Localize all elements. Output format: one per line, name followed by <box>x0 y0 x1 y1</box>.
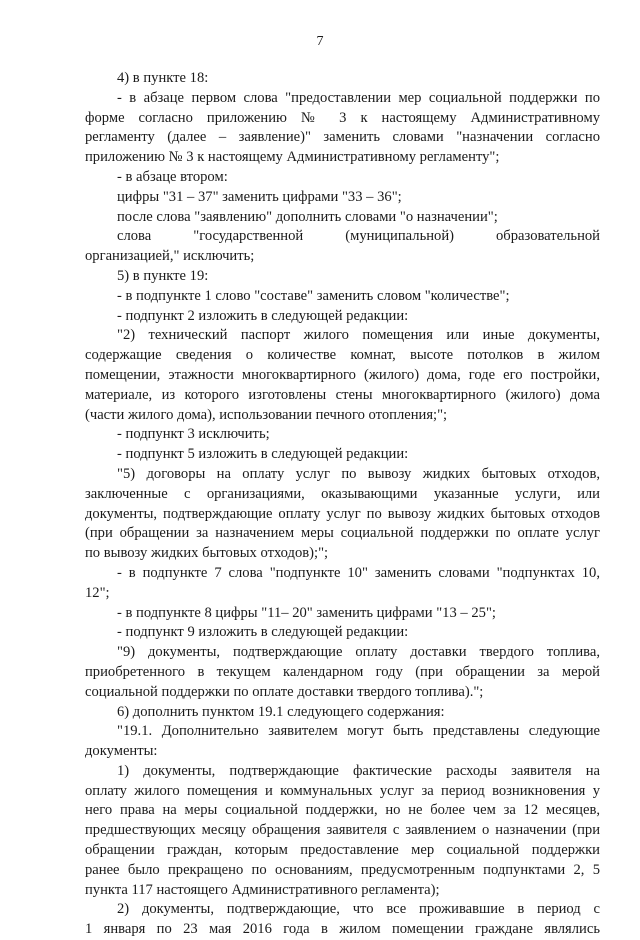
text-line: - в абзаце втором: <box>117 168 228 185</box>
text-line: 1 января по 23 мая 2016 года в жилом помещении граждане являлись <box>85 921 600 938</box>
text-line: 1) документы, подтверждающие фактические расходы заявителя на <box>117 762 600 779</box>
text-line: социальной поддержки по оплате доставки твердого топлива)."; <box>85 683 484 700</box>
text-line: (при обращении за назначением меры социальной поддержки по оплате услуг <box>85 525 600 542</box>
text-line: после слова "заявлению" дополнить словами "о назначении"; <box>117 208 498 225</box>
text-line: - подпункт 9 изложить в следующей редакции: <box>117 624 409 641</box>
text-line: (части жилого дома), использовании печного отопления;"; <box>85 406 448 423</box>
text-line: 4) в пункте 18: <box>117 70 209 86</box>
text-line: по вывозу жидких бытовых отходов);"; <box>85 545 329 562</box>
text-line: ранее было прекращено по основаниям, предусмотренным подпунктами 2, 5 <box>85 861 600 878</box>
text-line: "9) документы, подтверждающие оплату доставки твердого топлива, <box>117 644 600 661</box>
text-line: регламенту (далее – заявление)" заменить словами "назначении согласно <box>85 129 600 146</box>
text-line: - подпункт 2 изложить в следующей редакции: <box>117 307 409 324</box>
text-line: помещении, этажности многоквартирного (жилого) дома, годе его постройки, <box>85 366 600 383</box>
text-line: материале, из которого изготовлены стены многоквартирного (жилого) дома <box>85 386 600 403</box>
text-line: 12"; <box>85 584 110 601</box>
text-line: - подпункт 3 исключить; <box>117 426 270 443</box>
text-line: приобретенного в текущем календарном году (при обращении за мерой <box>85 663 600 680</box>
page-number: 7 <box>316 34 324 49</box>
text-line: 6) дополнить пунктом 19.1 следующего содержания: <box>117 703 445 720</box>
text-line: него права на меры социальной поддержки, но не более чем за 12 месяцев, <box>85 802 600 819</box>
text-line: документы, подтверждающие оплату услуг по вывозу жидких бытовых отходов <box>85 505 600 522</box>
text-line: обращении граждан, которым предоставление мер социальной поддержки <box>85 842 600 859</box>
text-line: - в подпункте 7 слова "подпункте 10" заменить словами "подпунктах 10, <box>117 564 600 581</box>
text-line: предшествующих месяцу обращения заявителя с заявлением о назначении (при <box>85 822 600 839</box>
text-line: приложению № 3 к настоящему Административному регламенту"; <box>85 149 500 166</box>
text-line: документы: <box>85 743 158 760</box>
text-line: организацией," исключить; <box>85 248 255 265</box>
text-line: пункта 117 настоящего Административного регламента); <box>85 881 440 898</box>
text-line: 5) в пункте 19: <box>117 267 209 284</box>
text-line: "2) технический паспорт жилого помещения или иные документы, <box>117 327 600 344</box>
text-line: "5) договоры на оплату услуг по вывозу жидких бытовых отходов, <box>117 465 600 482</box>
text-line: "19.1. Дополнительно заявителем могут быть представлены следующие <box>117 723 600 740</box>
text-line: слова "государственной (муниципальной) образовательной <box>117 228 600 245</box>
text-line: заключенные с организациями, оказывающими указанные услуги, или <box>85 485 600 502</box>
text-line: - в подпункте 8 цифры "11– 20" заменить цифрами "13 – 25"; <box>117 604 496 621</box>
text-line: форме согласно приложению № 3 к настоящему Административному <box>85 109 600 126</box>
text-line: - в абзаце первом слова "предоставлении мер социальной поддержки по <box>117 89 600 106</box>
text-line: содержащие сведения о количестве комнат, высоте потолков в жилом <box>85 347 600 364</box>
text-line: цифры "31 – 37" заменить цифрами "33 – 36"; <box>117 188 402 205</box>
text-line: 2) документы, подтверждающие, что все проживавшие в период с <box>117 901 600 918</box>
text-line: - подпункт 5 изложить в следующей редакции: <box>117 446 409 463</box>
document-body <box>85 69 600 940</box>
text-line: оплату жилого помещения и коммунальных услуг за период возникновения у <box>85 782 600 799</box>
text-line: - в подпункте 1 слово "составе" заменить словом "количестве"; <box>117 287 510 304</box>
